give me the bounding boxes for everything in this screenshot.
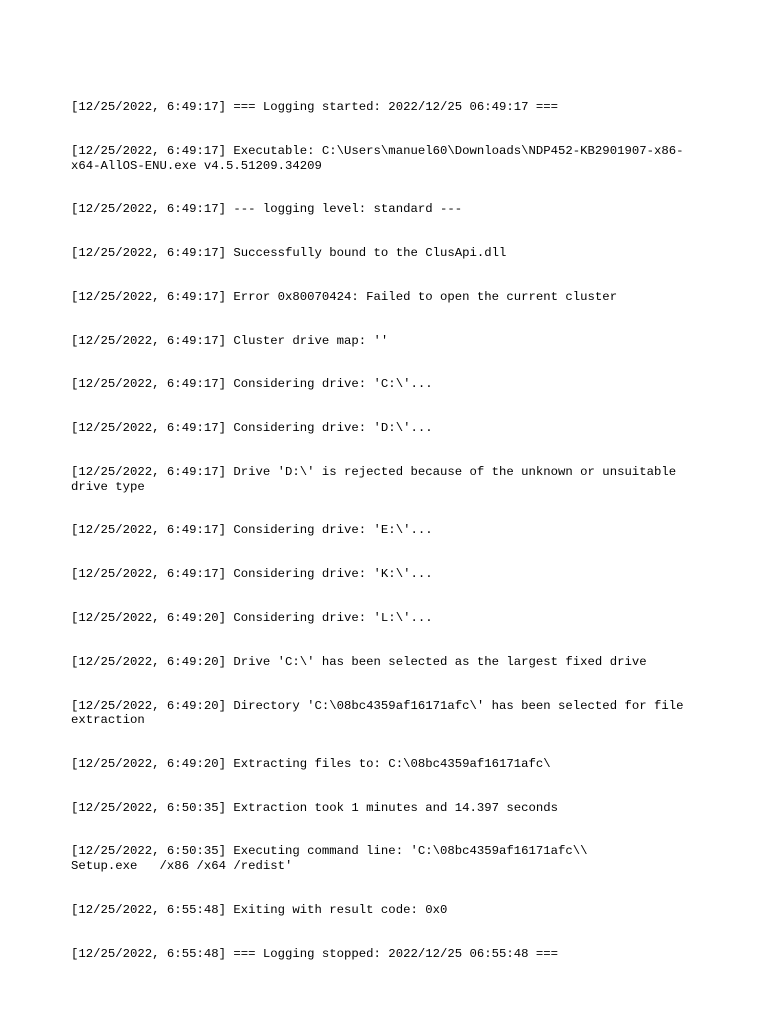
log-line: [12/25/2022, 6:49:17] Considering drive: 'K:\'... bbox=[71, 567, 433, 582]
log-line: [12/25/2022, 6:49:17] Cluster drive map: '' bbox=[71, 333, 389, 348]
log-line: [12/25/2022, 6:50:35] Executing command line: 'C:\08bc4359af16171afc\\ Setup.exe /x86 /x64 /redist' bbox=[71, 844, 588, 874]
log-line: [12/25/2022, 6:49:17] Considering drive: 'D:\'... bbox=[71, 421, 433, 436]
log-line: [12/25/2022, 6:49:17] Considering drive: 'E:\'... bbox=[71, 523, 433, 538]
log-line: [12/25/2022, 6:49:20] Extracting files to: C:\08bc4359af16171afc\ bbox=[71, 756, 551, 771]
log-line: [12/25/2022, 6:49:17] Successfully bound to the ClusApi.dll bbox=[71, 246, 507, 261]
log-line: [12/25/2022, 6:49:17] === Logging started: 2022/12/25 06:49:17 === bbox=[71, 100, 559, 115]
log-document bbox=[71, 71, 701, 976]
log-line: [12/25/2022, 6:49:20] Directory 'C:\08bc4359af16171afc\' has been selected for file extraction bbox=[71, 698, 684, 728]
log-line: [12/25/2022, 6:55:48] Exiting with result code: 0x0 bbox=[71, 902, 448, 917]
log-line: [12/25/2022, 6:49:17] Considering drive: 'C:\'... bbox=[71, 377, 433, 392]
log-line: [12/25/2022, 6:49:20] Considering drive: 'L:\'... bbox=[71, 610, 433, 625]
log-line: [12/25/2022, 6:49:17] Executable: C:\Users\manuel60\Downloads\NDP452-KB2901907-x86- x64-AllOS-ENU.exe v4.5.51209.34209 bbox=[71, 143, 684, 173]
log-line: [12/25/2022, 6:49:17] Error 0x80070424: Failed to open the current cluster bbox=[71, 289, 618, 304]
log-line: [12/25/2022, 6:49:17] Drive 'D:\' is rejected because of the unknown or unsuitable drive type bbox=[71, 465, 677, 494]
log-line: [12/25/2022, 6:49:17] --- logging level: standard --- bbox=[71, 202, 463, 217]
log-line: [12/25/2022, 6:55:48] === Logging stopped: 2022/12/25 06:55:48 === bbox=[71, 946, 559, 961]
log-line: [12/25/2022, 6:49:20] Drive 'C:\' has been selected as the largest fixed drive bbox=[71, 654, 647, 669]
log-line: [12/25/2022, 6:50:35] Extraction took 1 minutes and 14.397 seconds bbox=[71, 800, 559, 815]
